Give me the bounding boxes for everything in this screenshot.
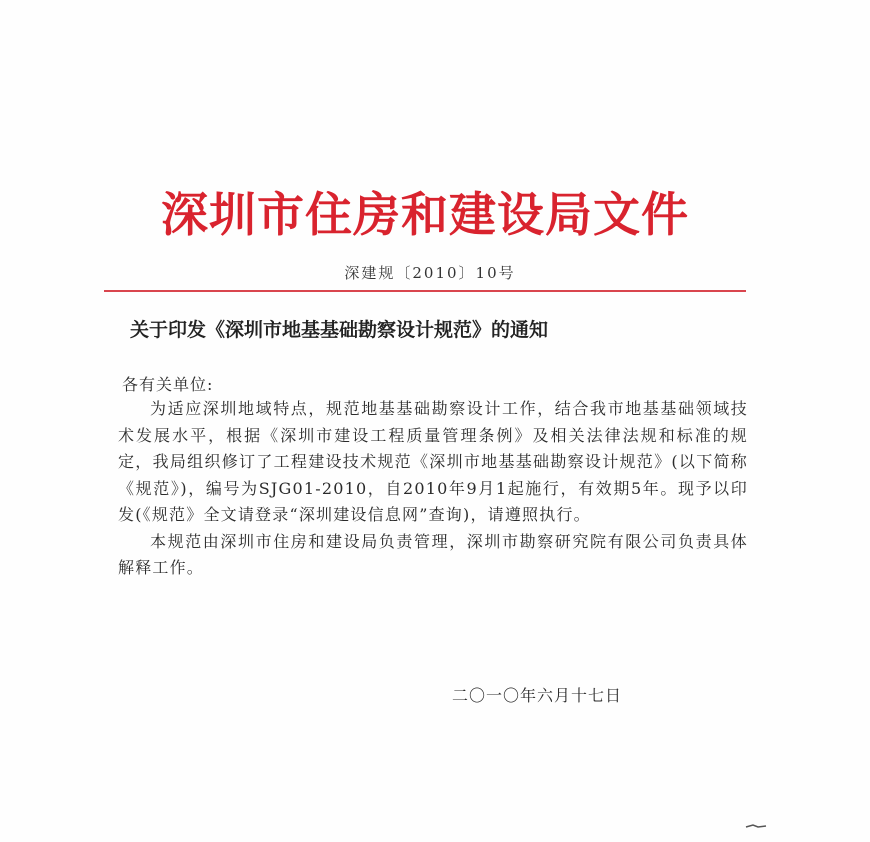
body-paragraph-2: 本规范由深圳市住房和建设局负责管理，深圳市勘察研究院有限公司负责具体解释工作。 xyxy=(118,531,748,577)
document-number: 深建规〔2010〕10号 xyxy=(344,264,516,282)
notice-title: 关于印发《深圳市地基基础勘察设计规范》的通知 xyxy=(130,319,549,341)
notice-body xyxy=(118,396,748,582)
body-paragraph-1: 为适应深圳地域特点，规范地基基础勘察设计工作，结合我市地基基础领域技术发展水平，根据《深圳市建设工程质量管理条例》及相关法律法规和标准的规定，我局组织修订了工程建设技术规范《深圳市地基基础勘察设计规范》(以下简称《规范》)，编号为SJG01-2010，自2010年9月1起施行，有效期5年。现予以印发(《规范》全文请登录“深圳建设信息网”查询)，请遵照执行。 xyxy=(118,399,748,524)
header-divider xyxy=(104,290,746,292)
salutation: 各有关单位: xyxy=(122,375,214,394)
issue-date: 二〇一〇年六月十七日 xyxy=(452,686,623,705)
document-header-title: 深圳市住房和建设局文件 xyxy=(161,188,689,243)
scan-artifact-icon xyxy=(744,822,768,830)
